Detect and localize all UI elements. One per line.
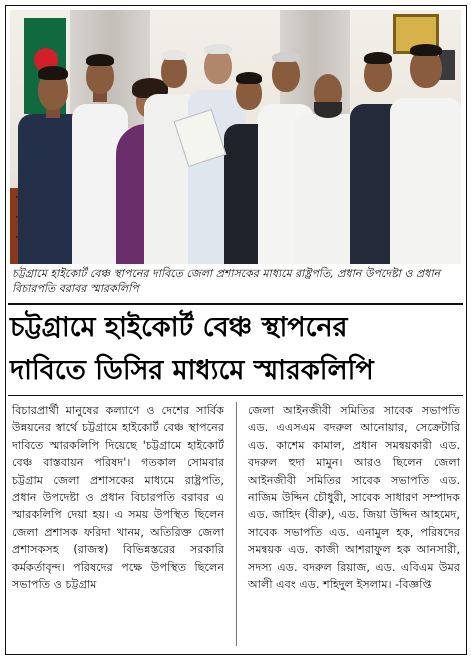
caption-divider [8,303,463,305]
person-10 [390,42,461,264]
headline-line-2: দাবিতে ডিসির মাধ্যমে স্মারকলিপি [10,355,374,386]
headline-divider [8,395,463,396]
column-divider [236,402,237,646]
headline [10,306,461,392]
article-column-right: জেলা আইনজীবী সমিতির সাবেক সভাপতি এড. এএসএম বদরুল আনোয়ার, সেক্রেটারি এড. কাশেম কামাল, প্রধান সমন্বয়কারী এড. বদরুল হুদা মামুন। আরও ছিলেন জেলা আইনজীবী সমিতির সাবেক সভাপতি এড. নাজিম উদ্দিন চৌধুরী, সাবেক সাধারণ সম্পাদক এড. জাহিদ (বীরু), এড. জিয়া উদ্দিন আহমেদ, সাবেক সভাপতি এড. এনামুল হক, পরিষদের সমন্বয়ক এড. কাজী আশরাফুল হক আনসারী, সদস্য এড. বদরুল রিয়াজ, এড. এবিএম উমর আলী এবং এড. শহিদুল ইসলাম। -বিজ্ঞপ্তি [248,404,464,592]
headline-line-1: চট্টগ্রামে হাইকোর্ট বেঞ্চ স্থাপনের [10,312,348,343]
article-column-left: বিচারপ্রার্থী মানুষের কল্যাণে ও দেশের সার্বিক উন্নয়নের স্বার্থে চট্টগ্রামে হাইকোর্ট বেঞ্চ স্থাপনের দাবিতে স্মারকলিপি দিয়েছে 'চট্টগ্রামে হাইকোর্ট বেঞ্চ বাস্তবায়ন পরিষদ'। গতকাল সোমবার চট্টগ্রাম জেলা প্রশাসকের মাধ্যমে রাষ্ট্রপতি, প্রধান উপদেষ্টা ও প্রধান বিচারপতি বরাবর এ স্মারকলিপি দেয়া হয়। এ সময় উপস্থিত ছিলেন জেলা প্রশাসক ফরিদা খানম, অতিরিক্ত জেলা প্রশাসকসহ (রাজস্ব) বিভিন্নস্তরের সরকারি কর্মকর্তাবৃন্দ। পরিষদের পক্ষে উপস্থিত ছিলেন সভাপতি ও চট্টগ্রাম [12,404,228,592]
news-photo [10,10,461,264]
photo-caption: চট্টগ্রামে হাইকোর্ট বেঞ্চ স্থাপনের দাবিতে জেলা প্রশাসকের মাধ্যমে রাষ্ট্রপতি, প্রধান উপদেষ্টা ও প্রধান বিচারপতি বরাবর স্মারকলিপি [12,267,441,295]
